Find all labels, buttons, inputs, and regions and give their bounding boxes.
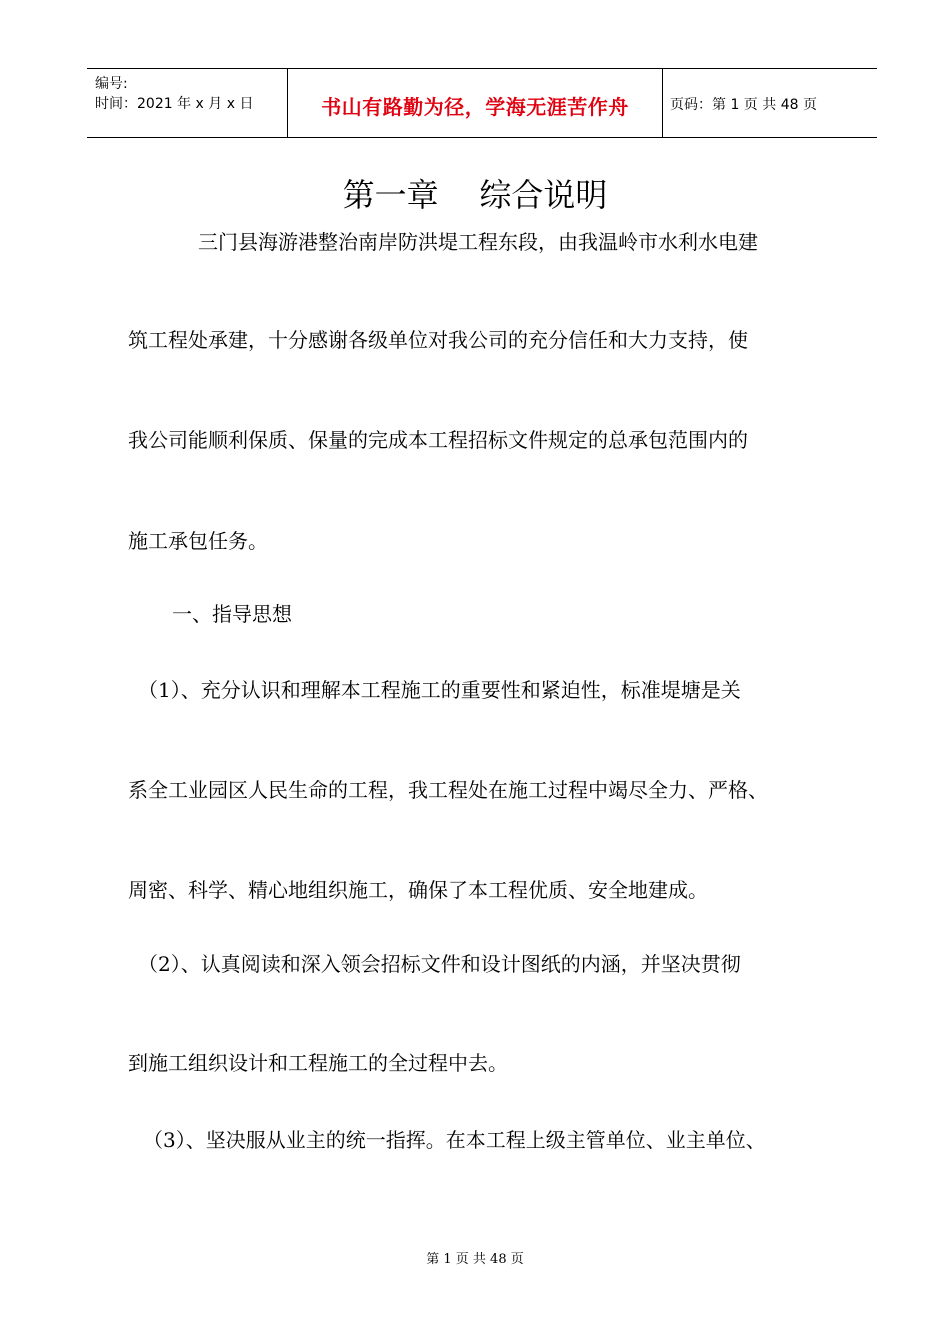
section-heading: 一、指导思想 bbox=[172, 602, 292, 626]
paragraph-line: （3）、坚决服从业主的统一指挥。在本工程上级主管单位、业主单位、 bbox=[143, 1128, 766, 1152]
paragraph-line: 我公司能顺利保质、保量的完成本工程招标文件规定的总承包范围内的 bbox=[128, 428, 748, 452]
header-motto-cell bbox=[287, 69, 663, 137]
paragraph-line: 周密、科学、精心地组织施工，确保了本工程优质、安全地建成。 bbox=[128, 878, 708, 902]
paragraph-line: 三门县海游港整治南岸防洪堤工程东段，由我温岭市水利水电建 bbox=[198, 230, 758, 254]
paragraph-line: 施工承包任务。 bbox=[128, 529, 268, 553]
document-time-label: 时间：2021 年 x 月 x 日 bbox=[95, 96, 254, 112]
header-motto: 书山有路勤为径，学海无涯苦作舟 bbox=[321, 95, 629, 119]
chapter-title: 第一章 综合说明 bbox=[342, 176, 608, 214]
page-footer: 第 1 页 共 48 页 bbox=[426, 1252, 524, 1267]
paragraph-line: （2）、认真阅读和深入领会招标文件和设计图纸的内涵，并坚决贯彻 bbox=[138, 952, 741, 976]
header-page-info: 页码：第 1 页 共 48 页 bbox=[670, 97, 817, 113]
paragraph-line: （1）、充分认识和理解本工程施工的重要性和紧迫性，标准堤塘是关 bbox=[138, 678, 741, 702]
header-page-cell bbox=[662, 69, 877, 137]
paragraph-line: 系全工业园区人民生命的工程，我工程处在施工过程中竭尽全力、严格、 bbox=[128, 778, 768, 802]
paragraph-line: 到施工组织设计和工程施工的全过程中去。 bbox=[128, 1051, 508, 1075]
header-meta-cell bbox=[87, 69, 287, 137]
page-header bbox=[87, 68, 877, 138]
document-number-label: 编号: bbox=[95, 76, 128, 92]
paragraph-line: 筑工程处承建，十分感谢各级单位对我公司的充分信任和大力支持，使 bbox=[128, 328, 748, 352]
